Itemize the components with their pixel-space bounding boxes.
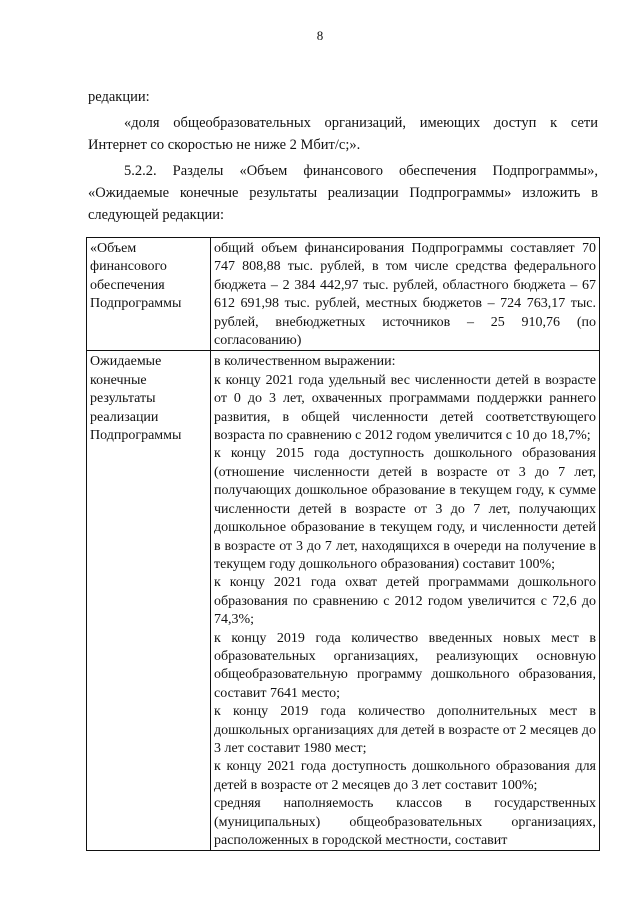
- result-item: к концу 2015 года доступность дошкольного образования (отношение численности детей в возрасте от 3 до 7 лет, получающих дошкольное образование в текущем году, к сумме численности детей в возрасте от 3 до 7 лет, получающих дошкольное образование в текущем году, и численности детей в возрасте от 3 до 7 лет, находящихся в очереди на получение в текущем году дошкольного образования) составит 100%;: [214, 446, 596, 572]
- subprogram-table: [86, 237, 600, 851]
- result-item: к концу 2019 года количество дополнительных мест в дошкольных организациях для детей в возрасте от 2 месяцев до 3 лет составит 1980 мест;: [214, 704, 596, 756]
- results-content: [211, 351, 600, 851]
- result-item: к концу 2021 года доступность дошкольного образования для детей в возрасте от 2 месяцев до 3 лет составит 100%;: [214, 759, 596, 793]
- funding-content: общий объем финансирования Подпрограммы составляет 70 747 808,88 тыс. рублей, в том числе средства федерального бюджета – 2 384 442,97 тыс. рублей, областного бюджета – 67 612 691,98 тыс. рублей, местных бюджетов – 724 763,17 тыс. рублей, внебюджетных источников – 25 910,76 (по согласованию): [211, 238, 600, 351]
- result-item: средняя наполняемость классов в государственных (муниципальных) общеобразовательных организациях, расположенных в городской местности, составит: [214, 796, 596, 848]
- result-item: к концу 2021 года удельный вес численности детей в возрасте от 0 до 3 лет, охваченных программами поддержки раннего развития, в общей численности детей соответствующего возраста по сравнению с 2012 годом увеличится с 10 до 18,7%;: [214, 372, 596, 444]
- funding-label: «Объем финансового обеспечения Подпрограммы: [87, 238, 211, 351]
- table-row-funding: [87, 238, 600, 351]
- paragraph-section-change: 5.2.2. Разделы «Объем финансового обеспечения Подпрограммы», «Ожидаемые конечные результаты реализации Подпрограммы» изложить в следующей редакции:: [88, 163, 598, 223]
- paragraph-internet-share: «доля общеобразовательных организаций, имеющих доступ к сети Интернет со скоростью не ниже 2 Мбит/с;».: [88, 115, 598, 153]
- result-item: к концу 2021 года охват детей программами дошкольного образования по сравнению с 2012 годом увеличится с 72,6 до 74,3%;: [214, 575, 596, 628]
- results-label: Ожидаемые конечные результаты реализации Подпрограммы: [87, 351, 211, 851]
- result-item: к концу 2019 года количество введенных новых мест в образовательных организациях, реализующих основную общеобразовательную программу дошкольного образования, составит 7641 место;: [214, 630, 596, 701]
- page-number: 8: [316, 28, 324, 43]
- result-item: в количественном выражении:: [214, 354, 396, 370]
- paragraph-intro: редакции:: [88, 89, 150, 105]
- table-row-results: [87, 351, 600, 851]
